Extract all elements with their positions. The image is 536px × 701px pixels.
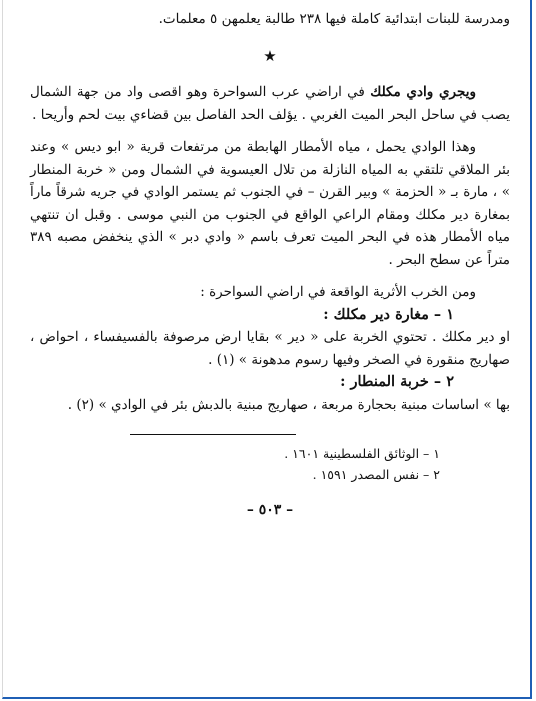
- paragraph-wadi-course: وهذا الوادي يحمل ، مياه الأمطار الهابطة من مرتفعات قرية « ابو ديس » وعند بئر الملاقي تلتقي به المياه النازلة من تلال العيسوية في الشمال ومن « خربة المنطار » ، مارة بـ « الحزمة » وبير القرن – في الجنوب ثم يستمر الوادي في جريه شرقاً ماراً بمغارة دير مكلك ومقام الراعي الواقع في الجنوب من النبي موسى . وقبل ان تنتهي مياه الأمطار هذه في البحر الميت تعرف باسم « وادي دبر » الذي ينخفض مصبه ٣٨٩ متراً عن سطح البحر .: [30, 139, 510, 268]
- page-number: – ٥٠٣ –: [246, 502, 294, 518]
- paragraph-wadi-mukallik-text: في اراضي عرب السواحرة وهو اقصى واد من جهة الشمال يصب في ساحل البحر الميت الغربي . يؤلف الحد الفاصل بين قضاءي بيت لحم وأريحا .: [30, 84, 510, 123]
- document-page: [30, 8, 510, 522]
- wadi-name: ويجري وادي مكلك: [370, 84, 476, 100]
- footnote-1: ١ – الوثائق الفلسطينية ١٦٠١ .: [284, 446, 440, 461]
- footnote-divider: [130, 434, 296, 435]
- heading-dayr-mukallik: ١ – مغارة دير مكلك :: [323, 305, 454, 323]
- footnote-2: ٢ – نفس المصدر ١٥٩١ .: [312, 467, 440, 482]
- section-star-icon: ★: [263, 46, 277, 65]
- paragraph-dayr-mukallik: او دير مكلك . تحتوي الخربة على « دير » بقايا ارض مرصوفة بالفسيفساء ، احواض ، صهاريج منقورة في الصخر وفيها رسوم مدهونة » (١) .: [30, 329, 510, 368]
- heading-khirbat-al-mintar: ٢ – خربة المنطار :: [340, 373, 454, 390]
- paragraph-khirbat-al-mintar: بها » اساسات مبنية بحجارة مربعة ، صهاريج مبنية بالدبش بئر في الوادي » (٢) .: [67, 396, 510, 413]
- paragraph-ruins-intro: ومن الخرب الأثرية الواقعة في اراضي السواحرة :: [200, 284, 476, 300]
- paragraph-wadi-mukallik: [30, 81, 510, 126]
- top-line: ومدرسة للبنات ابتدائية كاملة فيها ٢٣٨ طالبة يعلمهن ٥ معلمات.: [158, 11, 510, 27]
